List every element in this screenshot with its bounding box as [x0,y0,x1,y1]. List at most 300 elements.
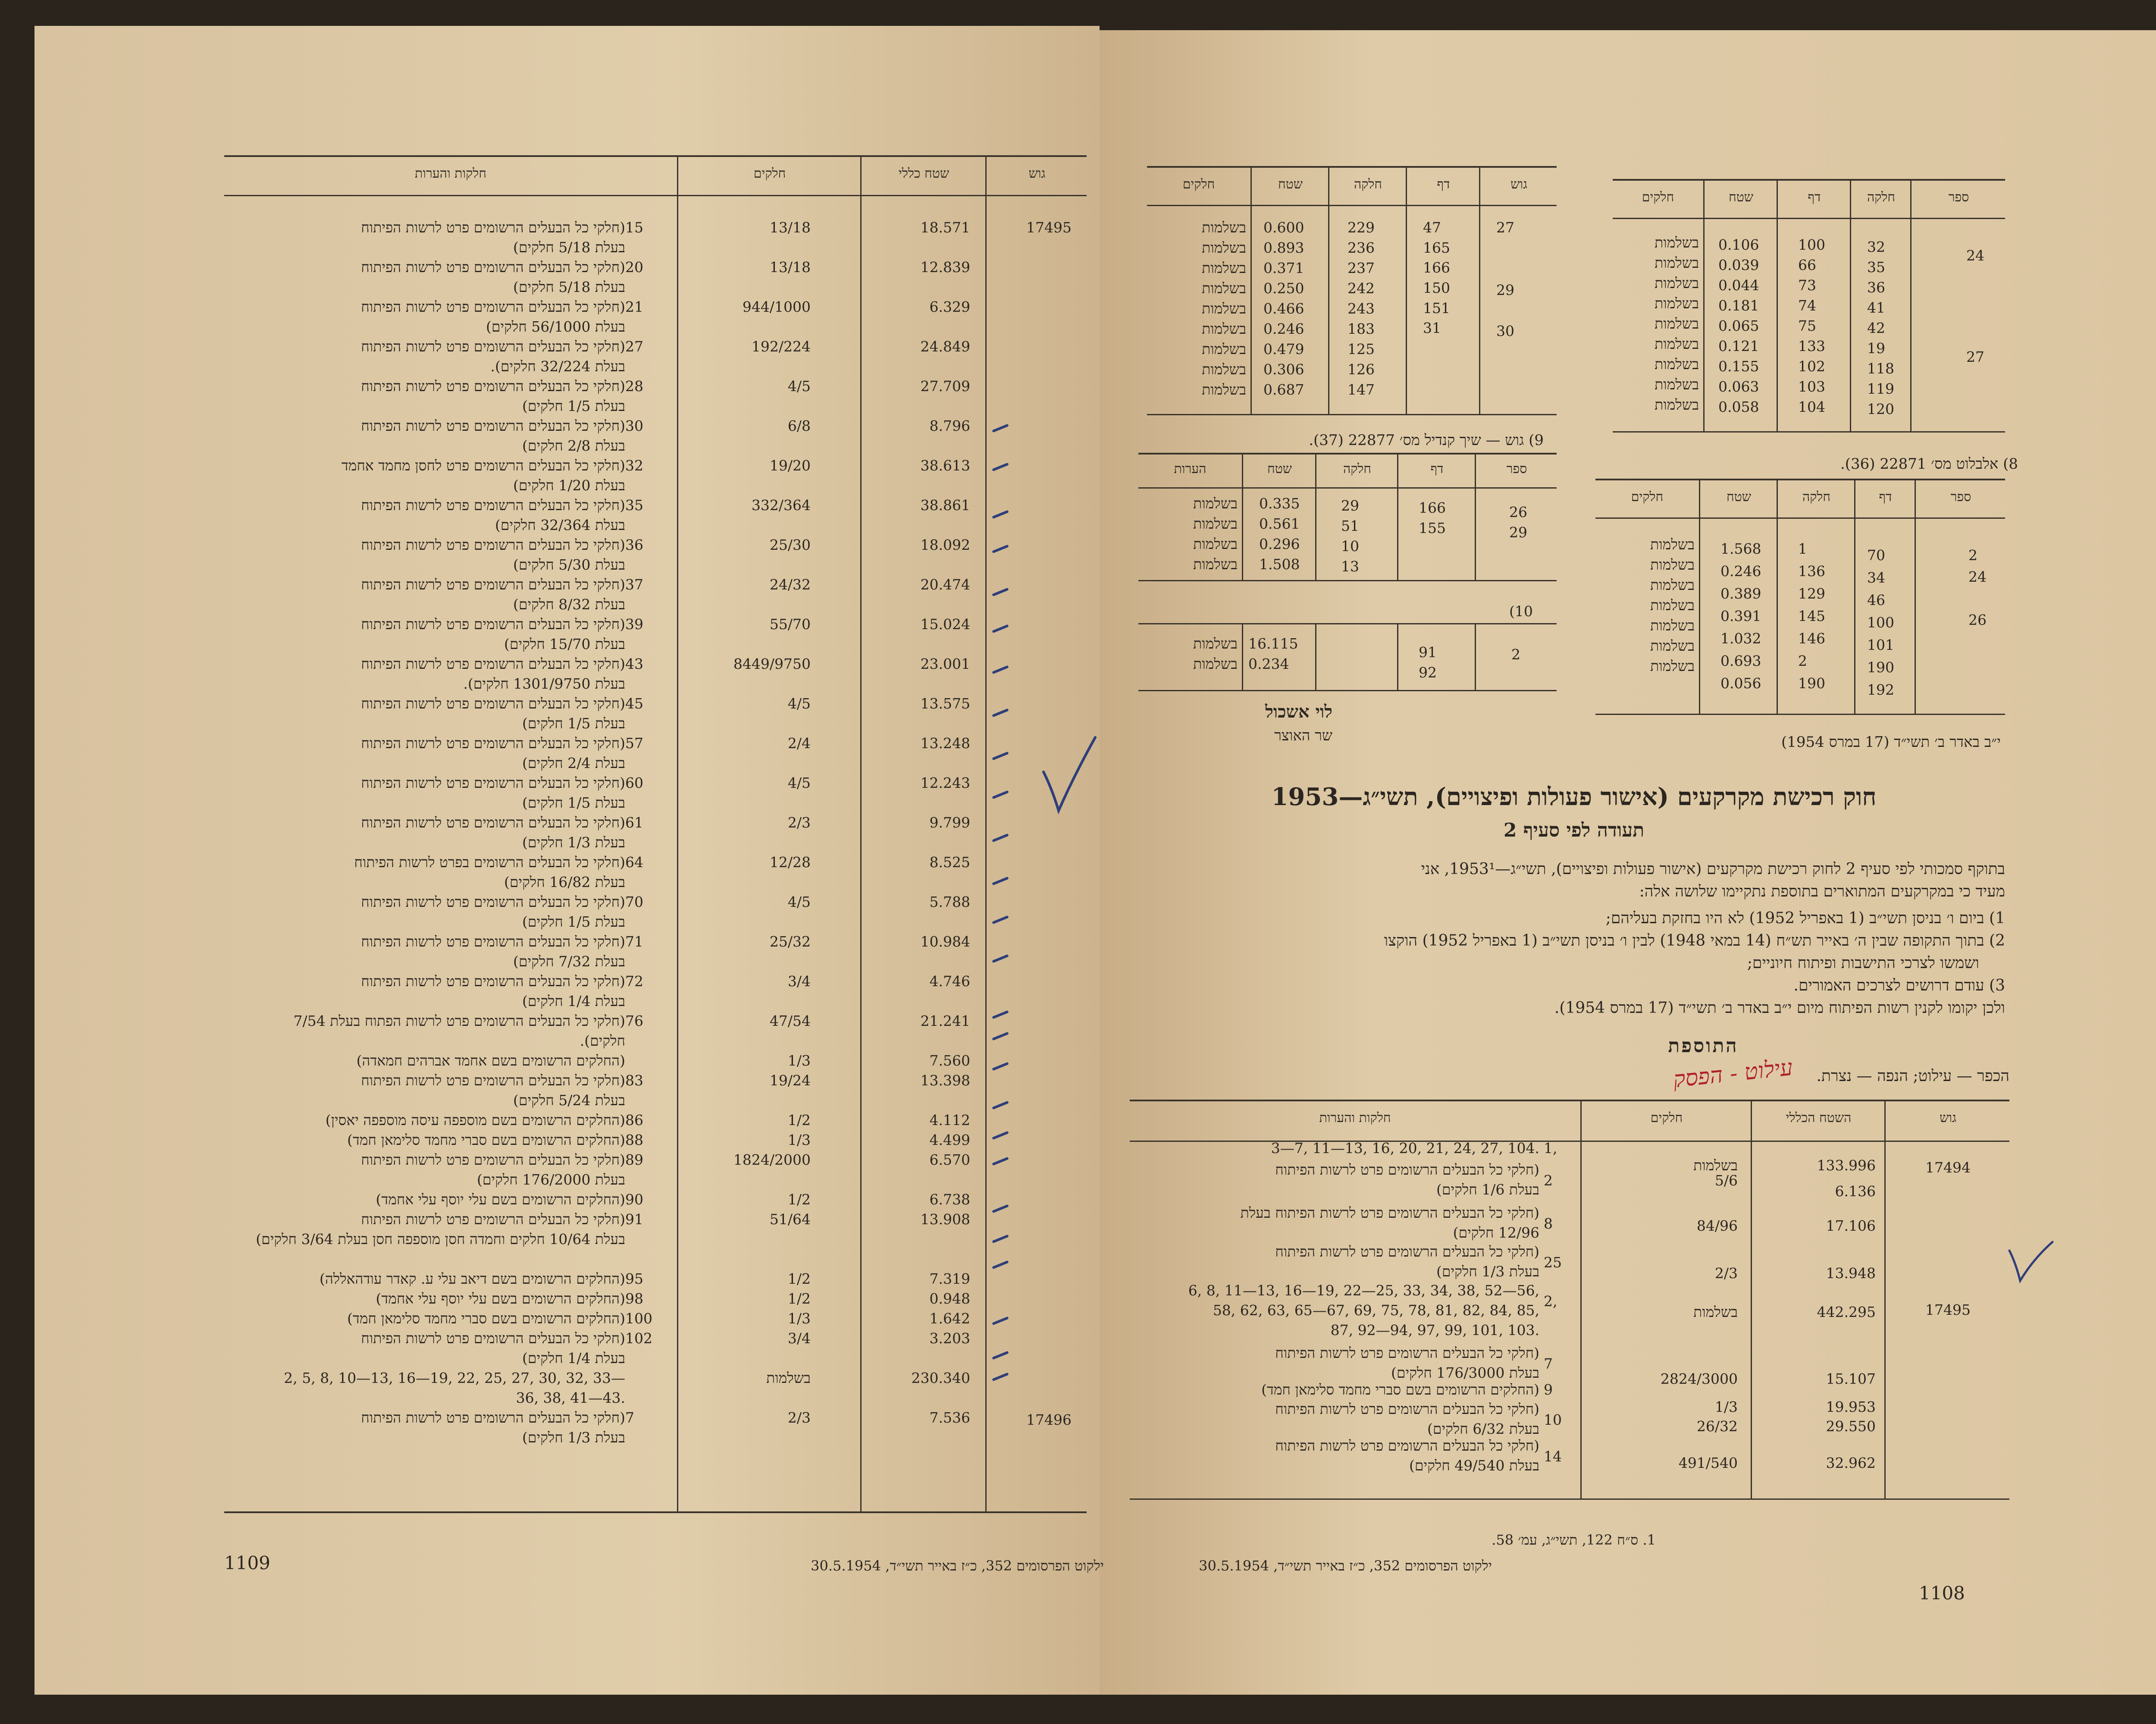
page-number-right: 1108 [1919,1583,1965,1604]
row-note: (חלקי כל הבעלים הרשומים פרט לרשות הפיתוח [361,1330,625,1347]
tr-area: 0.065 [1718,317,1759,334]
s8-area: 0.389 [1720,585,1761,602]
row-note: (החלקים הרשומים בשם סברי מחמד סלימאן חמד) [347,1132,625,1148]
row-parts: בשלמות [766,1370,811,1386]
row-parcel-number: 90 [625,1191,643,1208]
row-parts: 4/5 [787,774,811,791]
row-note: (חלקי כל הבעלים הרשומים פרט לרשות הפיתוח [361,1211,625,1228]
s9-header-notes: הערות [1174,461,1206,476]
row-parcel-number: 61 [625,814,643,831]
row-note-2: בעלת 1301/9750 חלקים). [463,675,625,692]
rb-note-2: בעלת 1/6 חלקים) [1436,1181,1539,1198]
s8-parts: בשלמות [1650,597,1695,614]
s9-parts: בשלמות [1193,515,1238,532]
s8-helka: 190 [1798,675,1825,692]
row-note-2: בעלת 5/30 חלקים) [513,556,625,573]
s8-helka: 136 [1798,563,1825,580]
row-note-2: בעלת 10/64 חלקים וחמדה חסן מוספפה חסן בעלת 3/64 חלקים) [256,1231,625,1248]
row-parcel-number: 21 [625,298,643,315]
row-note-2: בעלת 1/3 חלקים) [522,834,625,851]
tr-header-helka: חלקה [1867,190,1896,205]
tr-area: 0.058 [1718,398,1759,415]
s8-daf: 190 [1867,659,1894,676]
gush-17495: 17495 [1026,219,1072,236]
rb-area: 13.948 [1826,1265,1876,1282]
tr-parts: בשלמות [1655,376,1699,393]
row-parts: 1/3 [787,1132,811,1148]
rb-note: (החלקים הרשומים בשם סברי מחמד סלימאן חמד) [1261,1381,1539,1398]
tr-parts: בשלמות [1655,234,1699,251]
row-note-2: בעלת 176/2000 חלקים) [477,1171,625,1188]
tr-area: 0.155 [1718,358,1759,375]
tr-area: 0.063 [1718,378,1759,395]
row-parcel-number: 98 [625,1290,643,1307]
row-parcel-number: 36 [625,536,643,553]
row-parts: 13/18 [769,259,811,276]
tr-area: 0.044 [1718,277,1759,294]
s8-helka: 1 [1798,540,1807,557]
row-note: (חלקי כל הבעלים הרשומים פרט לרשות הפיתוח [361,814,625,831]
s8-area: 0.056 [1720,675,1761,692]
tr-parts: בשלמות [1655,315,1699,332]
tl-parts: בשלמות [1202,300,1246,317]
row-parts: 13/18 [769,219,811,236]
row-note: (חלקי כל הבעלים הרשומים פרט לרשות הפיתוח [361,774,625,791]
tl-daf: 150 [1423,279,1450,296]
tl-daf: 151 [1423,300,1450,317]
tr-helka: 35 [1867,259,1885,276]
row-parcel-number: 20 [625,259,643,276]
row-parcel-number: 91 [625,1211,643,1228]
tl-helka: 229 [1348,219,1375,236]
rb-note: (חלקי כל הבעלים הרשומים פרט לרשות הפיתוח [1275,1401,1539,1417]
tr-daf: 102 [1798,358,1825,375]
s9-parts: בשלמות [1193,495,1238,512]
row-area: 13.398 [920,1072,970,1089]
s10-parts: בשלמות [1193,655,1238,672]
rb-parcel-number: 9 [1544,1381,1553,1398]
tl-parts: בשלמות [1202,361,1246,378]
row-area: 230.340 [911,1370,970,1386]
row-note-2: בעלת 1/5 חלקים) [522,794,625,811]
row-parcel-number: 83 [625,1072,643,1089]
s9-sefer: 29 [1509,524,1527,541]
row-note-2: בעלת 1/5 חלקים) [522,398,625,414]
rb-note-2: בעלת 1/3 חלקים) [1436,1263,1539,1280]
row-parts: 8449/9750 [733,655,811,672]
s9-daf: 155 [1419,520,1446,536]
row-area: 0.948 [929,1290,970,1307]
s9-helka: 51 [1341,517,1359,534]
rb-note-2: בעלת 176/3000 חלקים) [1391,1364,1539,1381]
tl-area: 0.466 [1263,300,1304,317]
row-parcel-number: 76 [625,1012,643,1029]
row-parts: 3/4 [787,1330,811,1347]
rb-parcel-number: 8 [1544,1215,1553,1232]
law-p2: מעיד כי במקרקעים המתוארים בתוספת נתקיימו שלושה אלה: [1639,883,2005,900]
tl-area: 0.479 [1263,341,1304,357]
tr-daf: 103 [1798,378,1825,395]
row-note-2: בעלת 2/4 חלקים) [522,755,625,771]
tl-parts: בשלמות [1202,239,1246,256]
row-parcel-number: 70 [625,893,643,910]
rb-note: (חלקי כל הבעלים הרשומים פרט לרשות הפיתוח [1275,1345,1539,1361]
row-parts: 25/32 [769,933,811,950]
s9-header-daf: דף [1430,461,1444,476]
rb-area: 133.996 [1817,1157,1876,1174]
rb-parts: 491/540 [1678,1454,1738,1471]
tr-area: 0.106 [1718,236,1759,253]
s8-header-sefer: ספר [1950,489,1971,505]
rb-note-3: 87, 92—94, 97, 99, 101, 103. [1330,1322,1539,1338]
row-parcel-number: 7 [625,1409,634,1426]
row-note: (חלקי כל הבעלים הרשומים פרט לרשות הפיתוח [361,933,625,950]
s8-daf: 46 [1867,592,1885,608]
header-total-area: שטח כללי [898,166,950,181]
row-parts: 12/28 [769,854,811,871]
tr-daf: 133 [1798,338,1825,354]
row-note-2: בעלת 1/4 חלקים) [522,1350,625,1367]
s8-header-parts: חלקים [1631,489,1664,505]
row-note: (חלקי כל הבעלים הרשומים פרט לרשות הפיתוח [361,1409,625,1426]
rb-area: 15.107 [1826,1370,1876,1387]
row-area: 8.525 [929,854,970,871]
row-parts: 332/364 [751,497,811,514]
row-parcel-number: 64 [625,854,643,871]
tr-daf: 100 [1798,236,1825,253]
s8-parts: בשלמות [1650,577,1695,593]
rb-area: 32.962 [1826,1454,1876,1471]
rb-header-gush: גוש [1940,1110,1956,1125]
village-line: הכפר — עילוט; הנפה — נצרת. [1816,1067,2009,1085]
row-parts: 24/32 [769,576,811,593]
tr-area: 0.121 [1718,338,1759,354]
rb-parts: 26/32 [1696,1418,1738,1435]
rb-parcel-number: 2, [1544,1293,1557,1310]
section8-title: 8) אלבלוט מס׳ 22871 (36). [1840,455,2018,473]
row-area: 6.570 [929,1151,970,1168]
s9-helka: 13 [1341,558,1359,575]
row-note: (חלקי כל הבעלים הרשומים פרט לרשות הפיתוח [361,655,625,672]
s8-area: 1.032 [1720,630,1761,647]
row-area: 4.499 [929,1132,970,1148]
rb-parcel-number: 14 [1544,1448,1562,1465]
row-parcel-number: 57 [625,735,643,752]
s9-helka: 10 [1341,538,1359,555]
s8-area: 1.568 [1720,540,1761,557]
row-note: (החלקים הרשומים בשם אחמד אברהים חמאדה) [356,1052,625,1069]
row-note: (חלקי כל הבעלים הרשומים פרט לרשות הפיתוח [361,1151,625,1168]
tr-daf: 66 [1798,257,1816,273]
tl-area: 0.371 [1263,260,1304,276]
tl-parts: בשלמות [1202,280,1246,297]
s8-header-area: שטח [1726,489,1752,505]
s8-parts: בשלמות [1650,637,1695,654]
tr-parts: בשלמות [1655,396,1699,413]
s8-area: 0.246 [1720,563,1761,580]
tl-area: 0.246 [1263,320,1304,337]
row-note: (החלקים הרשומים בשם מוספפה עיסה מוספפה יאסין) [325,1112,625,1128]
rb-parts: בשלמות [1693,1157,1738,1174]
row-note-2: בעלת 2/8 חלקים) [522,437,625,454]
row-parcel-number: 95 [625,1270,643,1287]
tl-header-helka: חלקה [1354,177,1382,192]
tr-sefer: 24 [1966,247,1984,264]
rb-note: 3—7, 11—13, 16, 20, 21, 24, 27, 104. [1271,1140,1539,1157]
row-parcel-number: 30 [625,417,643,434]
tl-daf: 47 [1423,219,1441,236]
tl-parts: בשלמות [1202,381,1246,398]
row-parts: 4/5 [787,695,811,712]
s10-daf: 92 [1419,664,1437,681]
law-subtitle: תעודה לפי סעיף 2 [1503,819,1645,841]
tl-area: 0.250 [1263,280,1304,297]
tr-helka: 118 [1867,360,1894,377]
section10-label: (10 [1509,603,1533,620]
row-parts: 55/70 [769,616,811,633]
row-parts: 1/2 [787,1112,811,1128]
s8-daf: 70 [1867,547,1885,564]
row-parts: 25/30 [769,536,811,553]
tr-helka: 42 [1867,320,1885,336]
tr-area: 0.181 [1718,297,1759,314]
row-area: 5.788 [929,893,970,910]
s8-parts: בשלמות [1650,617,1695,634]
rb-parcel-number: 7 [1544,1355,1553,1372]
row-area: 21.241 [920,1012,970,1029]
page-number-left: 1109 [224,1552,270,1574]
row-parcel-number: 45 [625,695,643,712]
row-note: (החלקים הרשומים בשם עלי יוסף עלי אחמד) [376,1191,625,1208]
rb-parts: 1/3 [1714,1398,1738,1415]
row-note: (חלקי כל הבעלים הרשומים פרט לרשות הפיתוח [361,497,625,514]
row-area: 12.243 [920,774,970,791]
tl-helka: 147 [1348,381,1375,398]
row-parts: 3/4 [787,973,811,990]
s8-daf: 100 [1867,614,1894,631]
rb-area: 29.550 [1826,1418,1876,1435]
row-area: 1.642 [929,1310,970,1327]
rb-parcel-number: 1, [1544,1140,1557,1157]
s8-helka: 145 [1798,608,1825,624]
tl-area: 0.687 [1263,381,1304,398]
s10-parts: בשלמות [1193,635,1238,652]
tr-parts: בשלמות [1655,275,1699,292]
rb-gush-17495: 17495 [1925,1301,1971,1318]
s10-daf: 91 [1419,644,1437,661]
row-area: 20.474 [920,576,970,593]
checkmark-icon-right [2001,1233,2061,1289]
row-note-2: בעלת 1/20 חלקים) [513,477,625,494]
row-parcel-number: 71 [625,933,643,950]
tr-helka: 119 [1867,380,1894,397]
row-note: (חלקי כל הבעלים הרשומים פרט לרשות הפיתוח [361,616,625,633]
header-notes: חלקות והערות [415,166,486,181]
tr-helka: 36 [1867,279,1885,296]
row-note-2: בעלת 32/364 חלקים) [495,517,625,533]
row-parts: 51/64 [769,1211,811,1228]
s9-parts: בשלמות [1193,536,1238,552]
rb-note: 6, 8, 11—13, 16—19, 22—25, 33, 34, 38, 52—56, [1188,1282,1539,1299]
tl-gush: 27 [1496,219,1514,236]
row-parcel-number: 27 [625,338,643,355]
gush-17496: 17496 [1026,1411,1072,1428]
s10-area: 16.115 [1248,635,1298,652]
signature-name: לוי אשכול [1265,702,1332,722]
row-note: (חלקי כל הבעלים הרשומים פרט לרשות הפיתוח [361,576,625,593]
rb-parts: 2/3 [1714,1265,1738,1282]
row-note: (חלקי כל הבעלים הרשומים פרט לרשות הפיתוח [361,338,625,355]
tl-helka: 125 [1348,341,1375,357]
s8-sefer: 26 [1968,611,1987,628]
row-note-2: בעלת 1/3 חלקים) [522,1429,625,1446]
rb-parcel-number: 2 [1544,1172,1553,1189]
row-area: 7.319 [929,1270,970,1287]
s8-header-daf: דף [1879,489,1892,505]
s8-area: 0.391 [1720,608,1761,624]
row-note: (החלקים הרשומים בשם סברי מחמד סלימאן חמד) [347,1310,625,1327]
row-area: 4.112 [929,1112,970,1128]
s9-area: 1.508 [1259,556,1300,573]
tr-helka: 41 [1867,299,1885,316]
row-parts: 944/1000 [742,298,811,315]
row-area: 23.001 [920,655,970,672]
row-note: (החלקים הרשומים בשם עלי יוסף עלי אחמד) [376,1290,625,1307]
footnote: 1. ס״ח 122, תשי״ג, עמ׳ 58. [1492,1532,1656,1548]
row-note: (חלקי כל הבעלים הרשומים פרט לרשות הפיתוח [361,695,625,712]
tl-daf: 31 [1423,320,1441,336]
row-area: 18.092 [920,536,970,553]
row-area: 4.746 [929,973,970,990]
law-p1: בתוקף סמכותי לפי סעיף 2 לחוק רכישת מקרקעים (אישור פעולות ופיצויים), תשי״ג—1953¹, אני [1421,860,2005,878]
tr-parts: בשלמות [1655,254,1699,271]
row-parts: 1/3 [787,1052,811,1069]
tl-area: 0.600 [1263,219,1304,236]
tl-header-gush: גוש [1510,177,1527,192]
s9-sefer: 26 [1509,504,1527,520]
row-parts: 4/5 [787,378,811,395]
tr-daf: 73 [1798,277,1816,294]
row-note: (חלקי כל הבעלים הרשומים פרט לרשות הפיתוח [361,536,625,553]
row-parcel-number: 100 [625,1310,652,1327]
tl-parts: בשלמות [1202,260,1246,276]
row-area: 10.984 [920,933,970,950]
tl-gush: 30 [1496,323,1514,339]
row-note-2: בעלת 1/5 חלקים) [522,715,625,732]
rb-parcel-number: 10 [1544,1411,1562,1428]
row-parts: 47/54 [769,1012,811,1029]
row-parcel-number: 39 [625,616,643,633]
row-area: 27.709 [920,378,970,395]
header-parts: חלקים [753,166,786,181]
row-parcel-number: 43 [625,655,643,672]
tl-helka: 243 [1348,300,1375,317]
row-parts: 1824/2000 [733,1151,811,1168]
rb-parts: 2824/3000 [1660,1370,1738,1387]
tl-daf: 165 [1423,239,1450,256]
rb-area: 6.136 [1835,1183,1876,1200]
s8-parts: בשלמות [1650,658,1695,674]
tl-helka: 183 [1348,320,1375,337]
row-area: 9.799 [929,814,970,831]
row-note-2: בעלת 7/32 חלקים) [513,953,625,970]
tl-header-daf: דף [1437,177,1450,192]
row-parts: 2/3 [787,814,811,831]
row-area: 13.248 [920,735,970,752]
row-note-2: בעלת 5/18 חלקים) [513,239,625,256]
row-area: 38.613 [920,457,970,474]
row-parts: 4/5 [787,893,811,910]
row-note: (חלקי כל הבעלים הרשומים פרט לרשות הפיתוח [361,735,625,752]
row-note: (חלקי כל הבעלים הרשומים פרט לחסן מחמד אחמד [341,457,625,474]
law-title: חוק רכישת מקרקעים (אישור פעולות ופיצויים), תשי״ג—1953 [1271,783,1877,811]
row-parcel-number: 102 [625,1330,652,1347]
tl-parts: בשלמות [1202,320,1246,337]
row-note: (חלקי כל הבעלים הרשומים פרט לרשות הפיתוח [361,259,625,276]
row-parts: 2/4 [787,735,811,752]
row-parcel-number: 86 [625,1112,643,1128]
rb-note-2: בעלת 6/32 חלקים) [1427,1420,1539,1437]
s9-parts: בשלמות [1193,556,1238,573]
tl-daf: 166 [1423,259,1450,276]
header-gush: גוש [1028,166,1046,181]
row-parcel-number: 88 [625,1132,643,1148]
rb-note-2: 12/96 חלקים) [1453,1224,1539,1241]
law-item2b: ושמשו לצרכי התישבות ופיתוח חיוניים; [1747,954,1979,972]
s8-sefer: 2 [1968,547,1977,564]
rb-header-parts: חלקים [1650,1110,1683,1125]
row-area: 6.738 [929,1191,970,1208]
row-note-2: בעלת 5/18 חלקים) [513,279,625,295]
row-area: 12.839 [920,259,970,276]
tl-header-parts: חלקים [1182,177,1215,192]
row-note-2: בעלת 1/5 חלקים) [522,913,625,930]
row-note: (חלקי כל הבעלים הרשומים פרט לרשות הפיתוח [361,298,625,315]
tr-area: 0.039 [1718,257,1759,273]
rb-gush-17494: 17494 [1925,1159,1971,1176]
tr-helka: 19 [1867,340,1885,357]
s9-header-helka: חלקה [1343,461,1372,476]
row-note: (חלקי כל הבעלים הרשומים פרט לרשות הפיתוח [361,973,625,990]
s9-header-area: שטח [1267,461,1292,476]
rb-note: (חלקי כל הבעלים הרשומים פרט לרשות הפיתוח [1275,1243,1539,1260]
rb-area: 19.953 [1826,1398,1876,1415]
row-note-2: 36, 38, 41—43. [516,1389,625,1406]
rb-note-2: 58, 62, 63, 65—67, 69, 75, 78, 81, 82, 84, 85, [1213,1302,1539,1319]
row-parcel-number: 28 [625,378,643,395]
s8-sefer: 24 [1968,568,1987,585]
signature-date: י״ב באדר ב׳ תשי״ד (17 במרס 1954) [1781,733,2001,751]
tr-header-parts: חלקים [1642,190,1674,205]
row-parcel-number: 15 [625,219,643,236]
row-note-2: בעלת 56/1000 חלקים) [486,318,625,335]
s8-helka: 2 [1798,652,1807,669]
rb-note-2: בעלת 49/540 חלקים) [1409,1457,1539,1474]
s10-area: 0.234 [1248,655,1289,672]
tl-helka: 237 [1348,260,1375,276]
rb-parts: בשלמות [1693,1304,1738,1320]
row-parts: 192/224 [751,338,811,355]
rb-parts: 5/6 [1714,1172,1738,1189]
row-parts: 1/2 [787,1191,811,1208]
row-parts: 19/20 [769,457,811,474]
tr-daf: 74 [1798,297,1816,314]
law-item1: 1) ביום ו׳ בניסן תשי״ב (1 באפריל 1952) לא היו בחזקת בעליהם; [1605,909,2005,927]
row-note-2: בעלת 8/32 חלקים) [513,596,625,613]
tl-gush: 29 [1496,282,1514,298]
row-parcel-number: 32 [625,457,643,474]
row-parts: 1/3 [787,1310,811,1327]
